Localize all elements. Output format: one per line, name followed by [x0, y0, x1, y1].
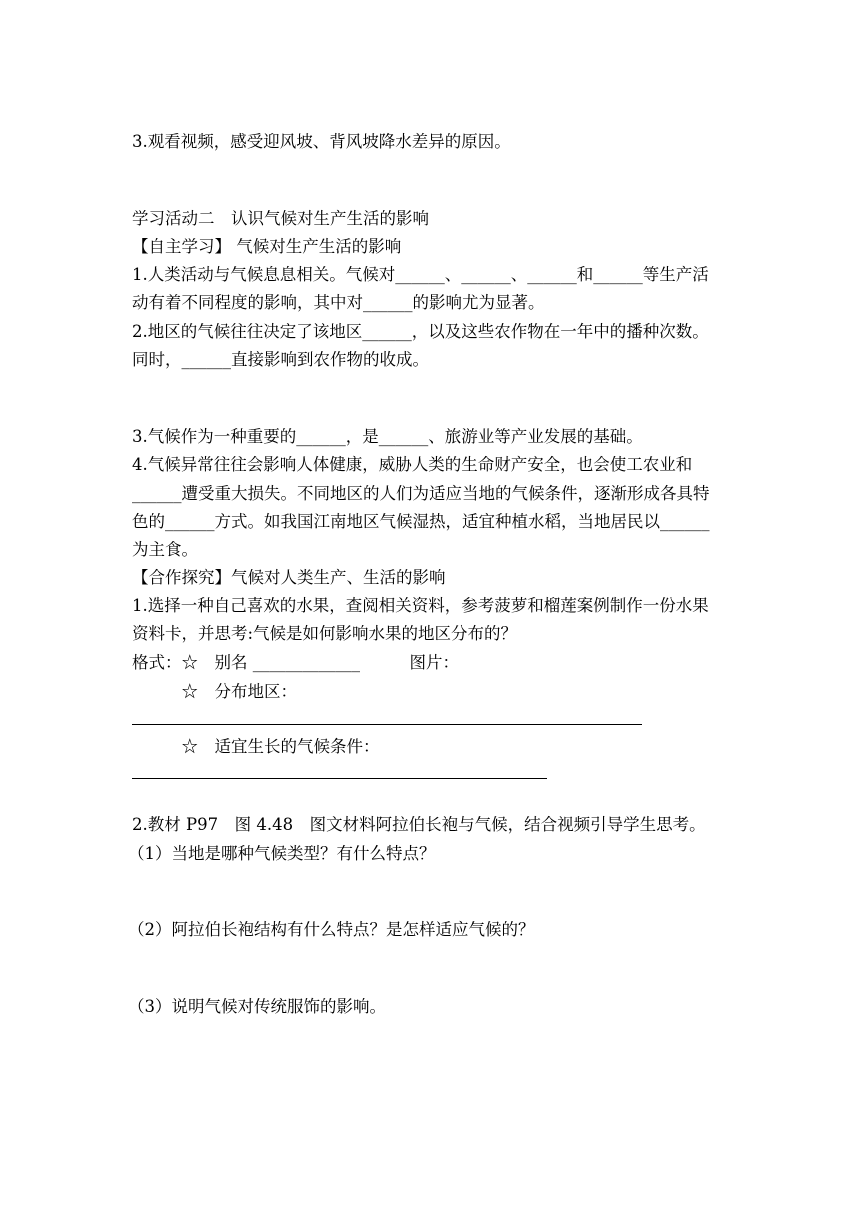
self-study-item3: 3.气候作为一种重要的______，是______、旅游业等产业发展的基础。: [132, 427, 643, 446]
self-study-item4-line1: 4.气候异常往往会影响人体健康，威胁人类的生命财产安全，也会使工农业和: [132, 455, 693, 474]
cooperative-item1-line1: 1.选择一种自己喜欢的水果，查阅相关资料，参考菠萝和榴莲案例制作一份水果: [132, 596, 709, 615]
answer-line-climate: [132, 778, 547, 779]
cooperative-item1-line2: 资料卡，并思考:气候是如何影响水果的地区分布的？: [132, 624, 518, 643]
activity2-heading: 学习活动二 认识气候对生产生活的影响: [132, 209, 429, 228]
format-line: 格式：☆ 别名 _____________ 图片：: [132, 653, 459, 672]
self-study-item1-line1: 1.人类活动与气候息息相关。气候对______、______、______和______等生产活: [132, 265, 709, 284]
self-study-item4-line3: 色的______方式。如我国江南地区气候湿热，适宜种植水稻，当地居民以______: [132, 512, 710, 531]
cooperative-item2: 2.教材 P97 图 4.48 图文材料阿拉伯长袍与气候，结合视频引导学生思考。: [132, 815, 706, 834]
question-1: （1）当地是哪种气候类型？有什么特点？: [128, 844, 436, 863]
format-distribution: ☆ 分布地区：: [132, 682, 297, 701]
question-2: （2）阿拉伯长袍结构有什么特点？是怎样适应气候的？: [128, 920, 535, 939]
answer-line-distribution: [132, 724, 642, 725]
self-study-item4-line4: 为主食。: [132, 540, 198, 559]
self-study-heading: 【自主学习】 气候对生产生活的影响: [132, 237, 402, 256]
self-study-item2-line1: 2.地区的气候往往决定了该地区______，以及这些农作物在一年中的播种次数。: [132, 322, 709, 341]
self-study-item2-line2: 同时，______直接影响到农作物的收成。: [132, 350, 429, 369]
activity1-item3: 3.观看视频，感受迎风坡、背风坡降水差异的原因。: [132, 132, 511, 151]
self-study-item4-line2: ______遭受重大损失。不同地区的人们为适应当地的气候条件，逐渐形成各具特: [132, 484, 710, 503]
cooperative-heading: 【合作探究】气候对人类生产、生活的影响: [132, 568, 446, 587]
question-3: （3）说明气候对传统服饰的影响。: [128, 997, 386, 1016]
format-climate-conditions: ☆ 适宜生长的气候条件：: [132, 737, 380, 756]
self-study-item1-line2: 动有着不同程度的影响，其中对______的影响尤为显著。: [132, 293, 545, 312]
